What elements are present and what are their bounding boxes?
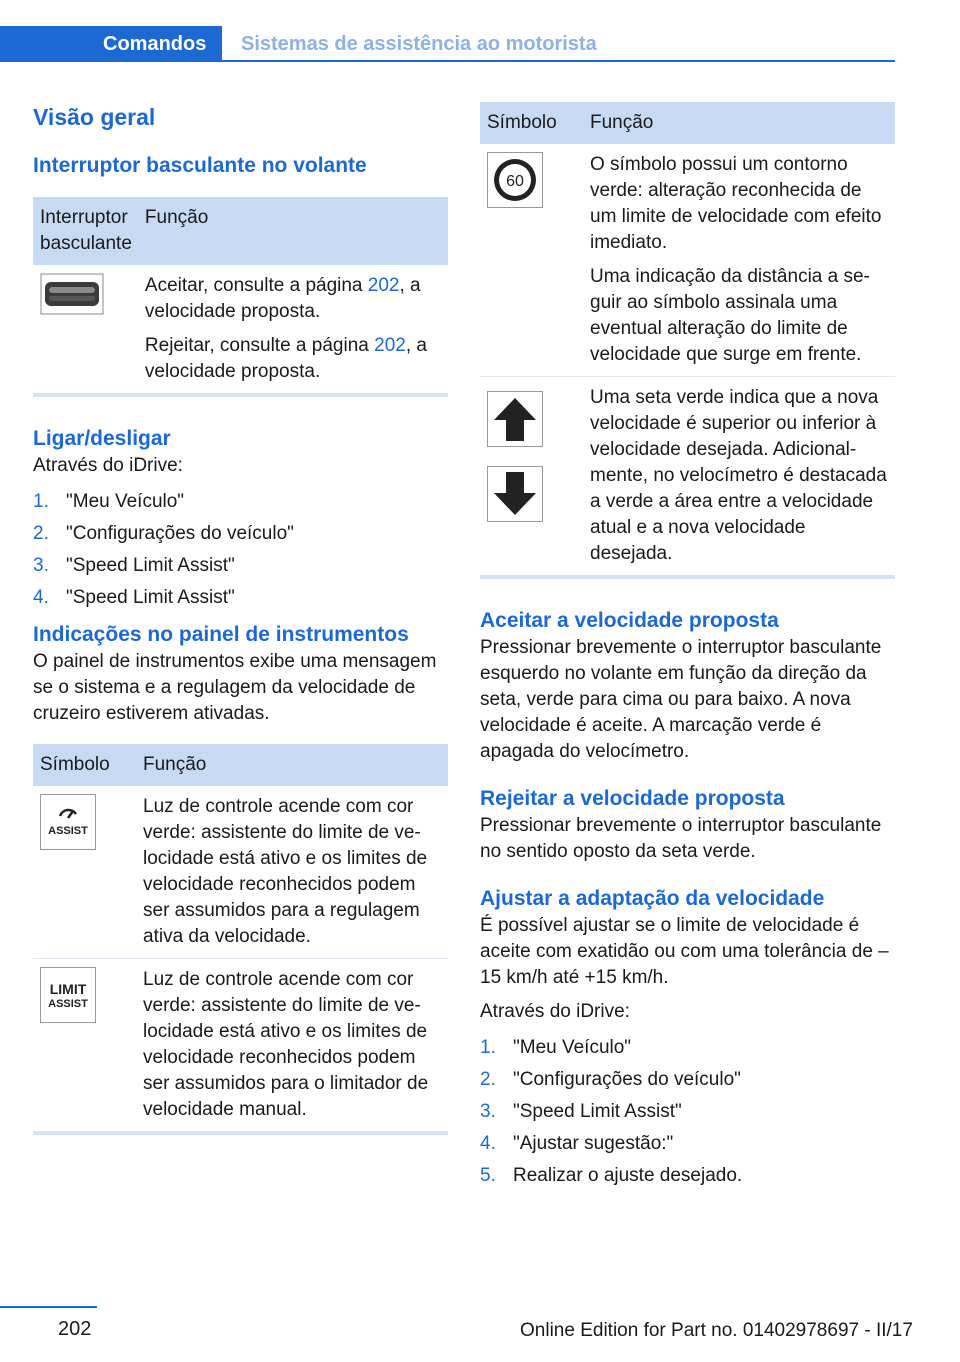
reject-speed-text: Pressionar brevemente o interruptor basculante no sentido oposto da seta verde. [480, 815, 882, 862]
indications-heading: Indicações no painel de instrumentos [33, 623, 409, 646]
svg-text:60: 60 [506, 173, 524, 190]
svg-text:ASSIST: ASSIST [48, 825, 88, 837]
rocker-switch-heading: Interruptor basculante no volante [33, 154, 367, 177]
description-line: O símbolo possui um contorno verde: alteração reconhecida de um limite de velocidade com efeito imediato. [590, 154, 882, 253]
symbol-cell [33, 959, 136, 1134]
function-cell [583, 377, 895, 578]
table-row [33, 786, 448, 959]
list-item: 1. "Meu Veículo" [33, 491, 185, 512]
assist-icon [40, 794, 96, 850]
table-row [33, 265, 448, 395]
function-cell [138, 265, 448, 395]
rocker-switch-icon [40, 273, 104, 315]
tab-comandos[interactable]: Comandos [0, 26, 222, 62]
list-item: 1. "Meu Veículo" [480, 1037, 632, 1058]
list-item: 4. "Speed Limit Assist" [33, 587, 235, 608]
accept-line: Aceitar, consulte a página 202, a velocidade proposta. [144, 275, 421, 322]
edition-footer: Online Edition for Part no. 01402978697 - II/17 [520, 1320, 913, 1341]
accept-speed-text: Pressionar brevemente o interruptor basculante esquerdo no volante em função da direção da seta, verde para cima ou para baixo. A nova velocidade é aceite. A marcação verde é apagada do velocímetro. [480, 637, 882, 762]
reject-line: Rejeitar, consulte a página 202, a velocidade proposta. [144, 335, 427, 382]
svg-text:ASSIST: ASSIST [48, 998, 88, 1010]
page-number-rule [0, 1306, 97, 1308]
list-item: 2. "Configurações do veículo" [480, 1069, 741, 1090]
arrow-up-icon [487, 391, 543, 447]
function-cell [583, 144, 895, 377]
column-header-function: Função [138, 197, 448, 265]
column-header-switch: Interruptor basculante [33, 197, 138, 265]
right-column [480, 102, 895, 1195]
page-link[interactable]: 202 [374, 335, 406, 356]
svg-text:LIMIT: LIMIT [49, 981, 87, 997]
symbol-table [480, 102, 895, 579]
symbol-cell [33, 265, 138, 395]
arrow-down-icon [487, 466, 543, 522]
table-row [480, 144, 895, 377]
list-item: 2. "Configurações do veículo" [33, 523, 294, 544]
section-title: Visão geral [33, 104, 156, 130]
accept-speed-heading: Aceitar a velocidade proposta [480, 609, 779, 632]
list-item: 3. "Speed Limit Assist" [33, 555, 235, 576]
chapter-header [0, 26, 895, 62]
column-header-symbol: Símbolo [480, 102, 583, 144]
speed-sign-60-icon [487, 152, 543, 208]
symbol-cell [480, 377, 583, 578]
indications-text: O painel de instrumentos exibe uma mensagem se o sistema e a regulagem da velocidade de cruzeiro estiverem ativadas. [33, 651, 437, 724]
table-row [33, 959, 448, 1134]
list-item: 3. "Speed Limit Assist" [480, 1101, 682, 1122]
page-number: 202 [58, 1318, 92, 1340]
adjust-speed-intro: Através do iDrive: [480, 1001, 630, 1022]
left-column [33, 102, 448, 1135]
function-cell: Luz de controle acende com cor verde: assistente do limite de velocidade está ativo e os limites de velocidade reconhecidos podem ser assumidos para a regulagem ativa da velocidade. [136, 786, 448, 959]
on-off-intro: Através do iDrive: [33, 455, 183, 476]
list-item: 5. Realizar o ajuste desejado. [480, 1165, 743, 1186]
function-cell: Luz de controle acende com cor verde: assistente do limite de velocidade está ativo e os limites de velocidade reconhecidos podem ser assumidos para o limitador de velocidade manual. [136, 959, 448, 1134]
on-off-steps [33, 489, 448, 611]
on-off-heading: Ligar/desligar [33, 427, 171, 450]
adjust-speed-steps [480, 1035, 895, 1189]
table-row [480, 377, 895, 578]
adjust-speed-text: É possível ajustar se o limite de velocidade é aceite com exatidão ou com uma tolerância de –15 km/h até +15 km/h. [480, 915, 889, 988]
symbol-cell [33, 786, 136, 959]
limit-assist-icon [40, 967, 96, 1023]
column-header-symbol: Símbolo [33, 744, 136, 786]
description-line: Uma indicação da distância a seguir ao símbolo assinala uma eventual alteração do limite de velocidade que surge em frente. [590, 266, 870, 365]
list-item: 4. "Ajustar sugestão:" [480, 1133, 674, 1154]
tab-driver-assistance[interactable]: Sistemas de assistência ao motorista [241, 33, 597, 55]
reject-speed-heading: Rejeitar a velocidade proposta [480, 787, 785, 810]
description-line: Uma seta verde indica que a nova velocidade é superior ou inferior à velocidade desejada. Adicionalmente, no velocímetro é destacada a verde a área entre a velocidade atual e a nova velocidade desejada. [590, 387, 887, 564]
table-header-row [33, 197, 448, 265]
indicator-table [33, 744, 448, 1135]
page-link[interactable]: 202 [367, 275, 400, 296]
column-header-function: Função [583, 102, 895, 144]
symbol-cell [480, 144, 583, 377]
rocker-switch-table [33, 197, 448, 397]
adjust-speed-heading: Ajustar a adaptação da velocidade [480, 887, 825, 910]
table-header-row [480, 102, 895, 144]
column-header-function: Função [136, 744, 448, 786]
table-header-row [33, 744, 448, 786]
